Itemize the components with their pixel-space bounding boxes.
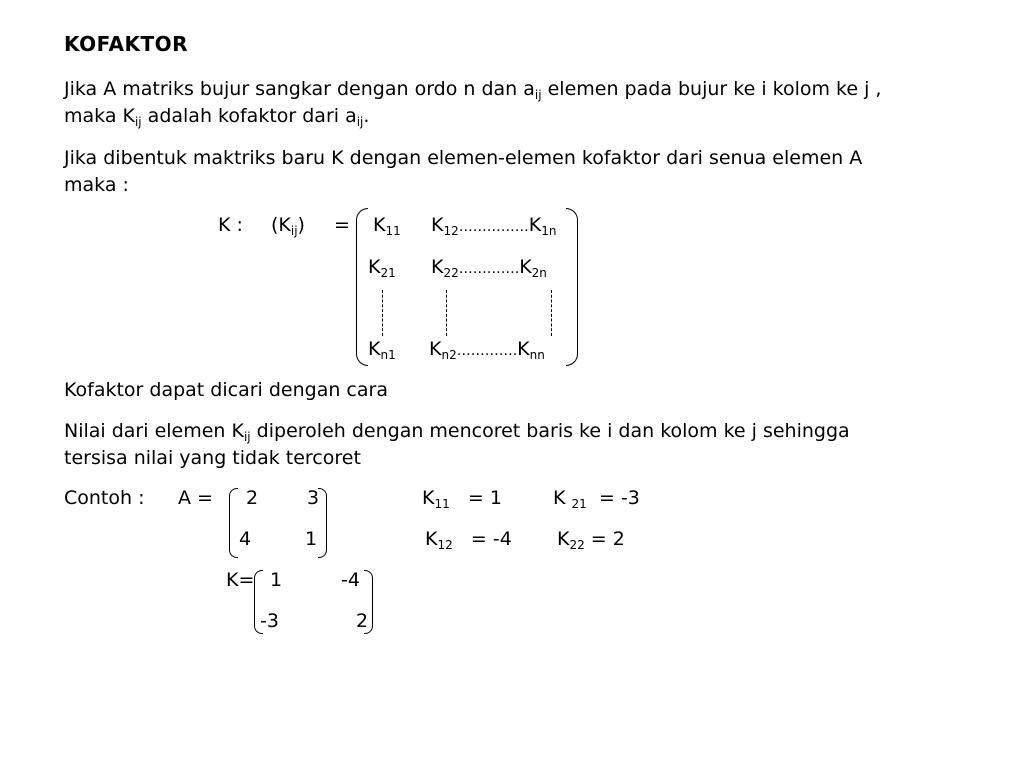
k-m21: -3 — [260, 610, 279, 632]
k-m12: -4 — [341, 569, 360, 591]
matrix-a-label: A = — [178, 487, 213, 509]
paragraph-2-line-2: maka : — [64, 174, 129, 196]
element-k21: $K_{21}$ — [368, 256, 396, 280]
a12: 3 — [307, 487, 320, 509]
cofactor-k11: $K_{11}$ = 1 — [422, 487, 502, 511]
cofactor-k21: K $_{21}$ = -3 — [553, 487, 640, 511]
matrix-k-label: K= — [226, 569, 255, 591]
cofactor-k12: $K_{12}$ = -4 — [425, 528, 512, 552]
element-k22-k2n: $K_{22}\dots\dots\dots\dots.K_{2n}$ — [431, 256, 547, 280]
element-k12-k1n: $K_{12}\dots\dots\dots\dots\dots K_{1n}$ — [431, 214, 557, 238]
page-title: KOFAKTOR — [64, 32, 188, 56]
k-m22: 2 — [356, 610, 369, 632]
paragraph-4-line-1: Nilai dari elemen $K_{ij}$ diperoleh dengan mencoret baris ke i dan kolom ke j sehingga — [64, 420, 850, 444]
matrix-label: K : — [218, 214, 243, 236]
paragraph-4-line-2: tersisa nilai yang tidak tercoret — [64, 447, 361, 469]
kij-expression: $(K_{ij})$ — [271, 214, 305, 238]
matrix-a-left-bracket — [229, 488, 238, 558]
a22: 1 — [305, 528, 318, 550]
definition-line-2: maka $K_{ij}$ adalah kofaktor dari $a_{ij}$. — [64, 105, 370, 129]
example-label: Contoh : — [64, 487, 145, 509]
a11: 2 — [246, 487, 259, 509]
matrix-a-right-bracket — [318, 488, 327, 558]
paragraph-2-line-1: Jika dibentuk maktriks baru K dengan elemen-elemen kofaktor dari senua elemen A — [64, 147, 863, 169]
matrix-right-bracket — [566, 208, 578, 366]
vertical-ellipsis-coln — [551, 290, 552, 336]
cofactor-k22: $K_{22} = 2$ — [557, 528, 625, 552]
paragraph-3: Kofaktor dapat dicari dengan cara — [64, 379, 388, 401]
vertical-ellipsis-col2 — [446, 290, 447, 336]
element-k11: $K_{11}$ — [373, 214, 401, 238]
definition-line-1: Jika A matriks bujur sangkar dengan ordo n dan $a_{ij}$ elemen pada bujur ke i kolom ke j , — [64, 78, 882, 102]
matrix-left-bracket — [356, 208, 368, 366]
element-kn1: $K_{n1}$ — [368, 338, 396, 362]
a21: 4 — [239, 528, 252, 550]
vertical-ellipsis-col1 — [382, 290, 383, 336]
equals-sign: = — [334, 214, 350, 236]
element-kn2-knn: $K_{n2}\dots\dots\dots\dots.K_{nn}$ — [429, 338, 545, 362]
k-m11: 1 — [270, 569, 283, 591]
